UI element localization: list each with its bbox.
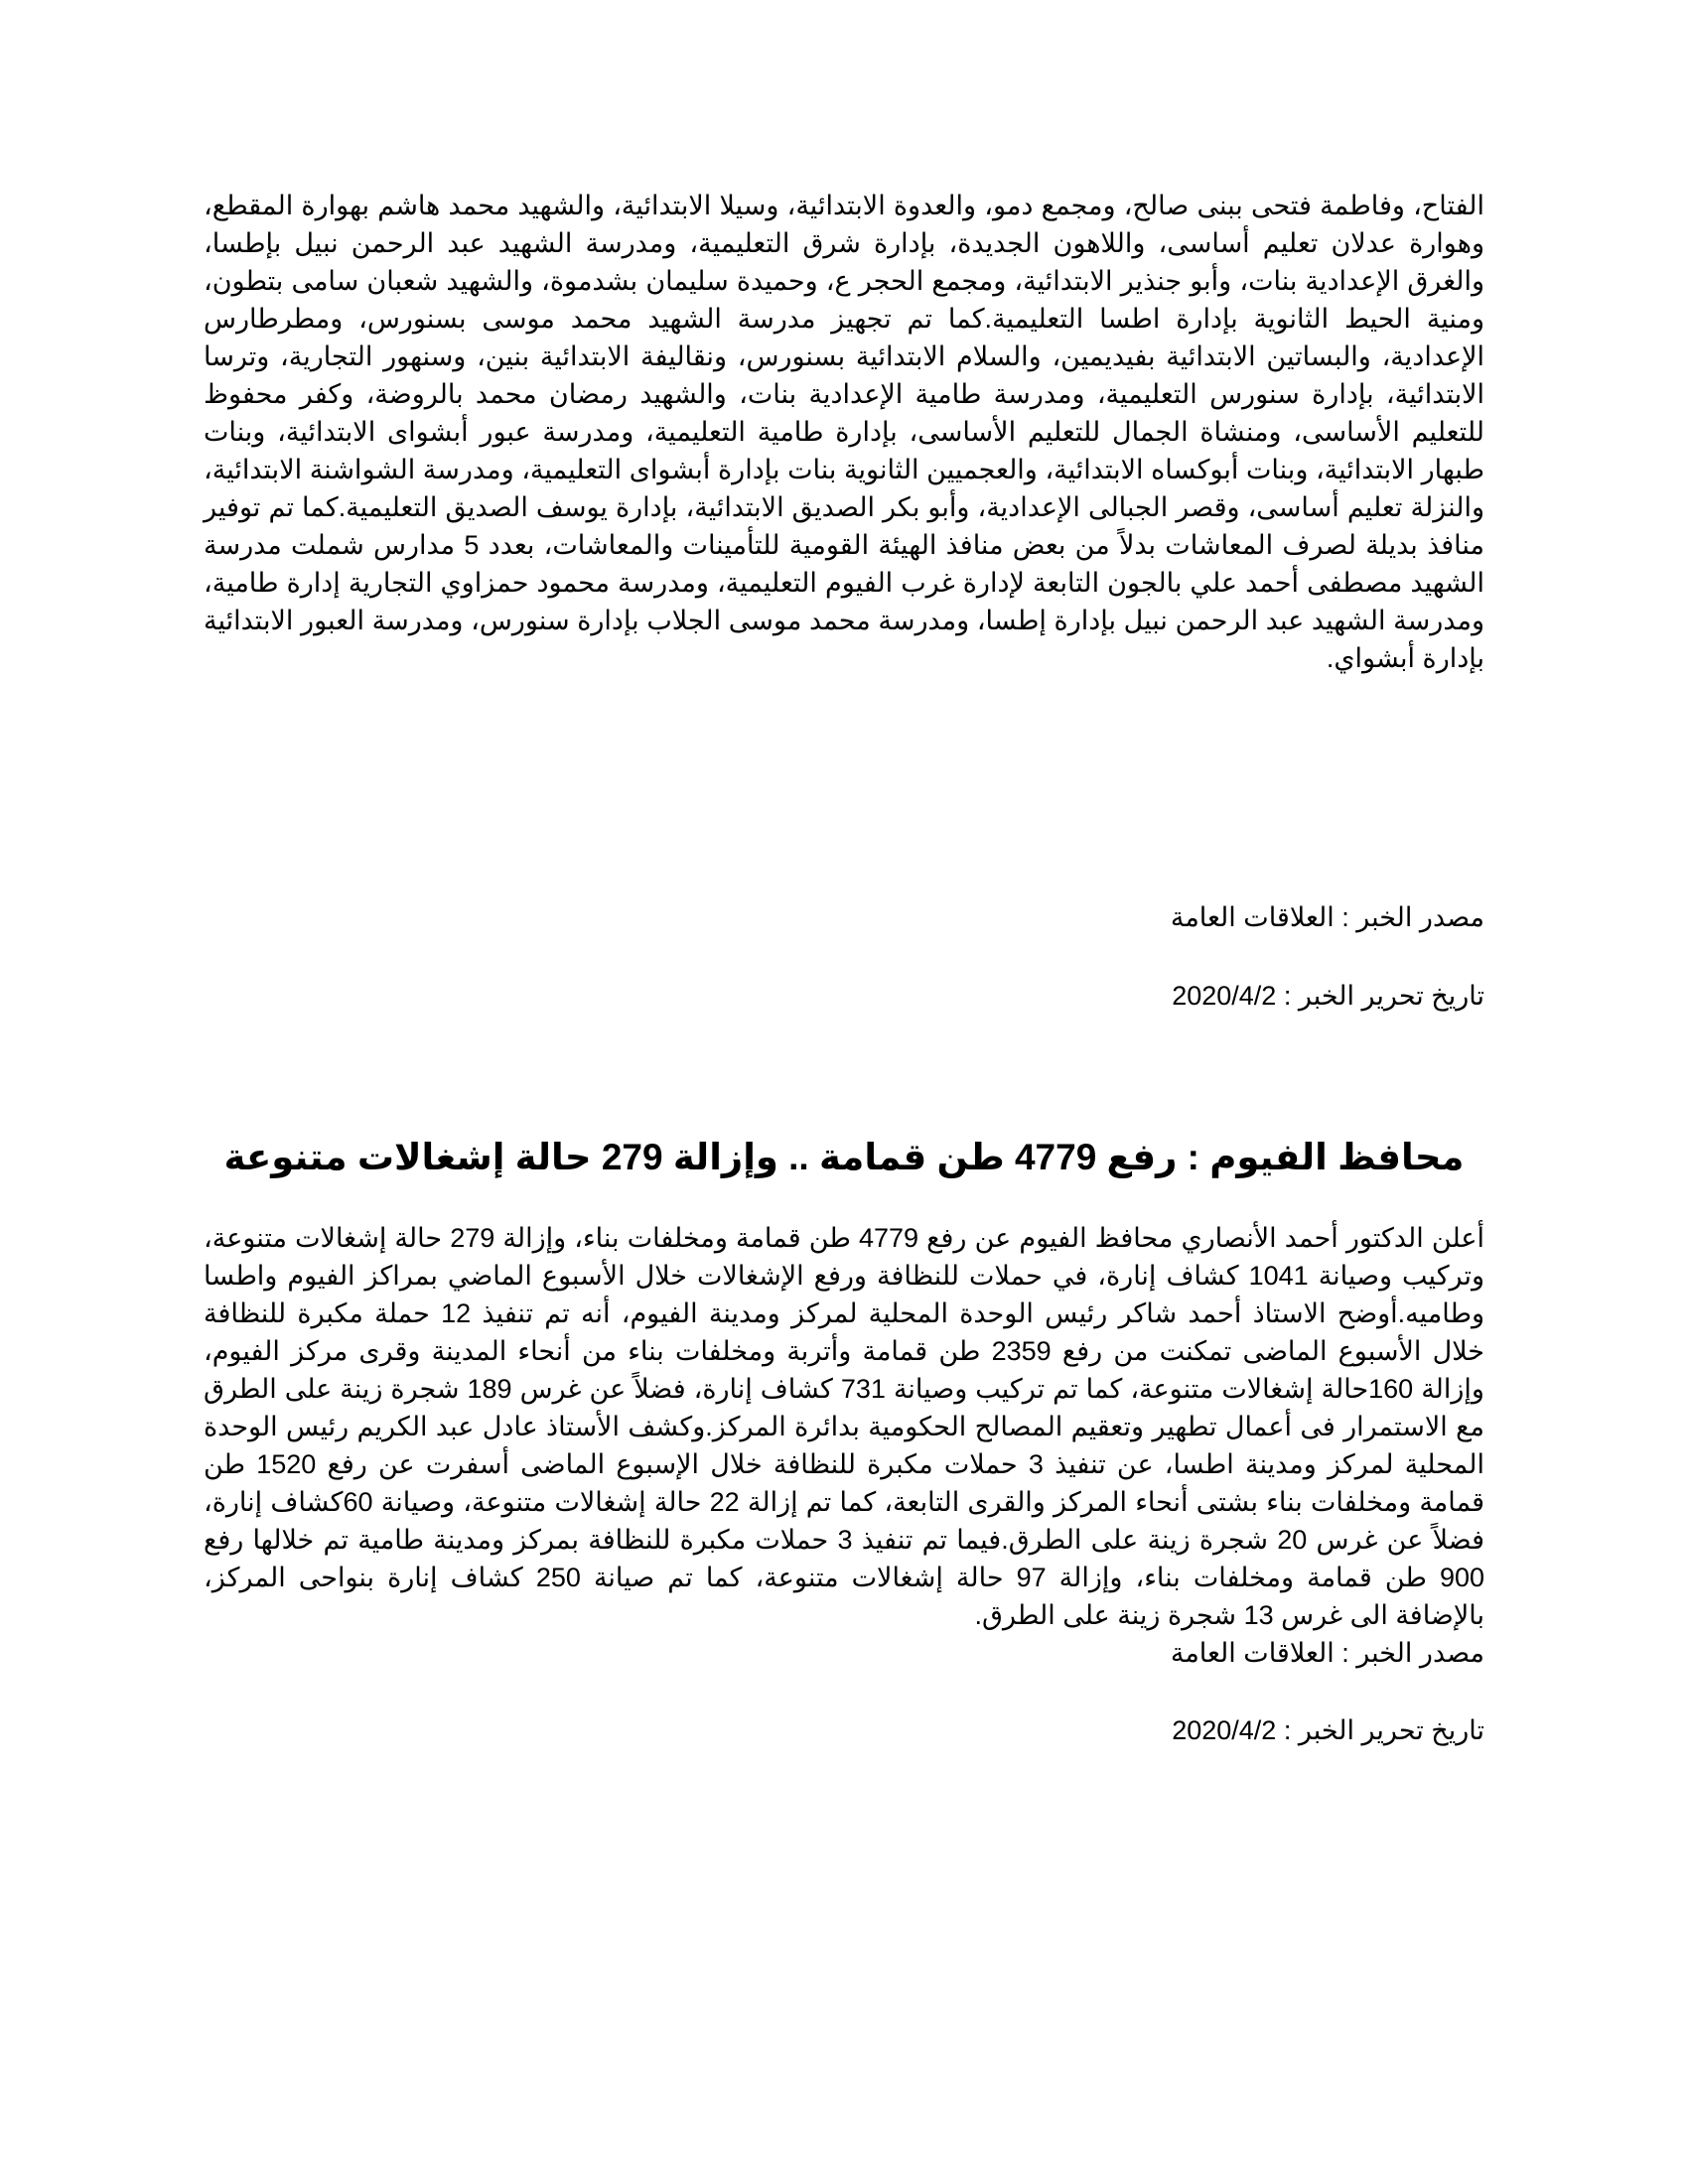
article-2-date: تاريخ تحرير الخبر : 2020/4/2: [1172, 1715, 1484, 1745]
article-1: [204, 187, 1484, 677]
article-1-date-wrap: [204, 977, 1484, 1015]
article-1-source: مصدر الخبر : العلاقات العامة: [1170, 902, 1484, 932]
article-2-body: أعلن الدكتور أحمد الأنصاري محافظ الفيوم عن رفع 4779 طن قمامة ومخلفات بناء، وإزالة 279 حالة إشغالات متنوعة، وتركيب وصيانة 1041 كشاف إنارة، في حملات للنظافة ورفع الإشغالات خلال الأسبوع الماضي بمراكز الفيوم واطسا وطاميه.أوضح الاستاذ أحمد شاكر رئيس الوحدة المحلية لمركز ومدينة الفيوم، أنه تم تنفيذ 12 حملة مكبرة للنظافة خلال الأسبوع الماضى تمكنت من رفع 2359 طن قمامة وأتربة ومخلفات بناء من أنحاء المدينة وقرى مركز الفيوم، وإزالة 160حالة إشغالات متنوعة، كما تم تركيب وصيانة 731 كشاف إنارة، فضلاً عن غرس 189 شجرة زينة على الطرق مع الاستمرار فى أعمال تطهير وتعقيم المصالح الحكومية بدائرة المركز.وكشف الأستاذ عادل عبد الكريم رئيس الوحدة المحلية لمركز ومدينة اطسا، عن تنفيذ 3 حملات مكبرة للنظافة خلال الإسبوع الماضى أسفرت عن رفع 1520 طن قمامة ومخلفات بناء بشتى أنحاء المركز والقرى التابعة، كما تم إزالة 22 حالة إشغالات متنوعة، وصيانة 60كشاف إنارة، فضلاً عن غرس 20 شجرة زينة على الطرق.فيما تم تنفيذ 3 حملات مكبرة للنظافة بمركز ومدينة طامية تم خلالها رفع 900 طن قمامة ومخلفات بناء، وإزالة 97 حالة إشغالات متنوعة، كما تم صيانة 250 كشاف إنارة بنواحى المركز، بالإضافة الى غرس 13 شجرة زينة على الطرق.: [204, 1223, 1485, 1630]
article-2: [204, 1219, 1484, 1749]
article-2-title: محافظ الفيوم : رفع 4779 طن قمامة .. وإزالة 279 حالة إشغالات متنوعة: [223, 1137, 1465, 1177]
article-1-meta: [204, 898, 1484, 936]
article-1-body: الفتاح، وفاطمة فتحى ببنى صالح، ومجمع دمو، والعدوة الابتدائية، وسيلا الابتدائية، والشهيد محمد هاشم بهوارة المقطع، وهوارة عدلان تعليم أساسى، واللاهون الجديدة، بإدارة شرق التعليمية، ومدرسة الشهيد عبد الرحمن نبيل بإطسا، والغرق الإعدادية بنات، وأبو جنذير الابتدائية، ومجمع الحجر ع، وحميدة سليمان بشدموة، والشهيد شعبان سامى بتطون، ومنية الحيط الثانوية بإدارة اطسا التعليمية.كما تم تجهيز مدرسة الشهيد محمد موسى بسنورس، ومطرطارس الإعدادية، والبساتين الابتدائية بفيديمين، والسلام الابتدائية بسنورس، ونقاليفة الابتدائية بنين، وسنهور التجارية، وترسا الابتدائية، بإدارة سنورس التعليمية، ومدرسة طامية الإعدادية بنات، والشهيد رمضان محمد بالروضة، وكفر محفوظ للتعليم الأساسى، ومنشاة الجمال للتعليم الأساسى، بإدارة طامية التعليمية، ومدرسة عبور أبشواى الابتدائية، وبنات طبهار الابتدائية، وبنات أبوكساه الابتدائية، والعجميين الثانوية بنات بإدارة أبشواى التعليمية، ومدرسة الشواشنة الابتدائية، والنزلة تعليم أساسى، وقصر الجبالى الإعدادية، وأبو بكر الصديق الابتدائية، بإدارة يوسف الصديق التعليمية.كما تم توفير منافذ بديلة لصرف المعاشات بدلاً من بعض منافذ الهيئة القومية للتأمينات والمعاشات، بعدد 5 مدارس شملت مدرسة الشهيد مصطفى أحمد علي بالجون التابعة لإدارة غرب الفيوم التعليمية، ومدرسة محمود حمزاوي التجارية إدارة طامية، ومدرسة الشهيد عبد الرحمن نبيل بإدارة إطسا، ومدرسة محمد موسى الجلاب بإدارة سنورس، ومدرسة العبور الابتدائية بإدارة أبشواي.: [204, 191, 1485, 673]
article-1-date: تاريخ تحرير الخبر : 2020/4/2: [1172, 981, 1484, 1011]
article-2-source: مصدر الخبر : العلاقات العامة: [1170, 1638, 1484, 1668]
